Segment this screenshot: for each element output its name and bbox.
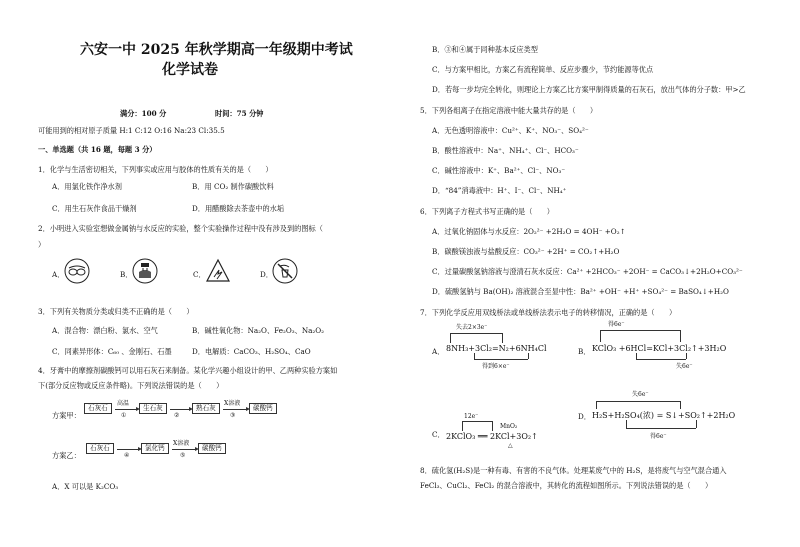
q6-option-c[interactable]: C．过量碳酸氢钠溶液与澄清石灰水反应：Ca²⁺ +2HCO₃⁻ +2OH⁻ = CaCO₃↓+2H₂O+CO₃²⁻ xyxy=(432,267,743,276)
wash-hands-icon xyxy=(132,258,158,284)
q1-option-d[interactable]: D．用醋酸除去茶壶中的水垢 xyxy=(192,204,285,213)
q7a-top-right xyxy=(502,333,503,343)
q7d-top-bracket xyxy=(596,401,680,402)
step-3: ③ xyxy=(230,412,236,419)
q8-stem-line2: FeCl₃、CuCl₂、FeCl₂ 的混合溶液中，其转化的流程如图所示。下列说法错误的是（ ） xyxy=(420,481,713,490)
arrow-1 xyxy=(115,409,137,410)
q2-option-a[interactable]: A． xyxy=(52,270,65,279)
q1-option-a[interactable]: A．用氯化铁作净水剂 xyxy=(52,182,122,191)
cond-x: X溶液 xyxy=(224,400,241,407)
q7a-top-bracket xyxy=(450,333,502,334)
q7c-top-bracket xyxy=(462,421,492,422)
q4-stem-line1: 4．牙膏中的摩擦剂碳酸钙可以用石灰石来制备。某化学兴趣小组设计的甲、乙两种实验方案如 xyxy=(38,366,338,375)
section-heading: 一、单选题（共 16 题，每题 3 分） xyxy=(38,145,157,154)
q7a-bot-right xyxy=(528,353,529,359)
exam-subtitle: 化学试卷 xyxy=(162,62,218,78)
q5-option-d[interactable]: D．“84”消毒液中：H⁺、I⁻、Cl⁻、NH₄⁺ xyxy=(432,186,567,195)
q7a-bottom-bracket xyxy=(474,359,528,360)
q1-stem: 1．化学与生活密切相关，下列事实或应用与胶体的性质有关的是（ ） xyxy=(38,165,273,174)
step-4: ④ xyxy=(124,452,130,459)
q2-stem-end: ） xyxy=(38,240,46,249)
q7d-bottom-bracket xyxy=(626,428,696,429)
q2-stem: 2．小明进入实验室想做金属钠与水反应的实验，整个实验操作过程中没有涉及到的图标（ xyxy=(38,224,323,233)
box-limestone-2: 石灰石 xyxy=(86,443,114,454)
q2-option-d[interactable]: D． xyxy=(260,270,273,279)
q7d-bot-right xyxy=(696,420,697,428)
q5-option-c[interactable]: C．碱性溶液中：K⁺、Ba²⁺、Cl⁻、NO₃⁻ xyxy=(432,166,566,175)
step-2: ② xyxy=(174,412,180,419)
q7a-top-label: 失去2×3e⁻ xyxy=(456,324,488,331)
q7c-top-left xyxy=(462,421,463,431)
q7d-equation: H₂S+H₂SO₄(浓) = S↓+SO₂↑+2H₂O xyxy=(592,411,736,420)
q6-option-a[interactable]: A．过氧化钠固体与水反应：2O₂²⁻ +2H₂O = 4OH⁻ +O₂↑ xyxy=(432,227,626,236)
q2-option-c[interactable]: C． xyxy=(193,270,206,279)
arrow-2 xyxy=(170,409,190,410)
scheme-b-label: 方案乙： xyxy=(52,451,81,460)
total-score: 满分：100 分 xyxy=(120,109,167,118)
q6-option-b[interactable]: B．碳酸镁浊液与盐酸反应：CO₃²⁻ +2H⁺ = CO₂↑+H₂O xyxy=(432,247,620,256)
q7b-equation: KClO₃ +6HCl=KCl+3Cl₂↑+3H₂O xyxy=(592,344,727,353)
q3-option-d[interactable]: D．电解质：CaCO₃、H₂SO₄、CaO xyxy=(192,347,311,356)
box-quicklime: 生石灰 xyxy=(139,403,167,414)
exam-time: 时间：75 分钟 xyxy=(215,109,264,118)
q7b-bottom-bracket xyxy=(636,359,686,360)
q6-stem: 6．下列离子方程式书写正确的是（ ） xyxy=(420,207,554,216)
q7-option-a[interactable]: A． xyxy=(432,347,445,356)
q7b-top-right xyxy=(680,330,681,342)
q7d-bottom-label: 得6e⁻ xyxy=(650,433,667,440)
exam-title: 六安一中 2025 年秋学期高一年级期中考试 xyxy=(80,42,353,58)
arrow-4 xyxy=(117,449,139,450)
scheme-a-label: 方案甲： xyxy=(52,411,81,420)
q4-stem-line2: 下(部分反应物或反应条件略)。下列说法错误的是（ ） xyxy=(38,381,224,390)
q7-option-d[interactable]: D． xyxy=(578,412,591,421)
box-caco3-2: 碳酸钙 xyxy=(198,443,226,454)
q3-option-c[interactable]: C．同素异形体：C₆₀ 、金刚石、石墨 xyxy=(52,347,172,356)
q6-option-d[interactable]: D．硫酸氢钠与 Ba(OH)₂ 溶液混合至显中性：Ba²⁺ +OH⁻ +H⁺ +SO₄²⁻ = BaSO₄↓+H₂O xyxy=(432,287,729,296)
box-cacl2: 氯化钙 xyxy=(141,443,169,454)
q7b-bot-left xyxy=(636,353,637,359)
q7c-equation: 2KClO₃ ══ 2KCl+3O₂↑ xyxy=(446,432,538,441)
q7a-equation: 8NH₃+3Cl₂=N₂+6NH₄Cl xyxy=(446,344,547,353)
q4-option-a[interactable]: A．X 可以是 K₂CO₃ xyxy=(52,482,119,491)
q7a-bottom-label: 得到6×e⁻ xyxy=(482,363,510,370)
goggles-icon xyxy=(64,258,90,284)
cond-x-2: X溶液 xyxy=(173,440,190,447)
box-limestone: 石灰石 xyxy=(84,403,112,414)
q4-option-d[interactable]: D．若每一步均完全转化，则理论上方案乙比方案甲制得质量的石灰石，放出气体的分子数：甲>乙 xyxy=(432,85,746,94)
q7-option-c[interactable]: C． xyxy=(432,430,445,439)
arrow-5 xyxy=(172,449,196,450)
q3-option-b[interactable]: B．碱性氧化物：Na₂O、Fe₂O₃、Na₂O₂ xyxy=(192,326,325,335)
q7d-top-left xyxy=(596,401,597,409)
q7b-top-label: 得6e⁻ xyxy=(608,321,625,328)
no-discard-icon xyxy=(272,258,298,284)
q7b-top-left xyxy=(600,330,601,342)
q7d-top-right xyxy=(680,401,681,409)
atomic-masses: 可能用到的相对原子质量 H:1 C:12 O:16 Na:23 Cl:35.5 xyxy=(38,126,225,135)
q5-stem: 5．下列各组离子在指定溶液中能大量共存的是（ ） xyxy=(420,106,598,115)
q7a-bot-left xyxy=(474,353,475,359)
box-slaked-lime: 熟石灰 xyxy=(192,403,220,414)
q2-option-b[interactable]: B． xyxy=(120,270,133,279)
cond-gaowen: 高温 xyxy=(117,400,130,407)
box-caco3: 碳酸钙 xyxy=(249,403,277,414)
q4-option-b[interactable]: B．③和④属于同种基本反应类型 xyxy=(432,45,538,54)
electric-hazard-icon xyxy=(205,258,231,284)
q7c-top-label: 12e⁻ xyxy=(464,413,479,420)
q7d-top-label: 失6e⁻ xyxy=(632,391,649,398)
q3-option-a[interactable]: A．混合物：漂白粉、氯水、空气 xyxy=(52,326,158,335)
q5-option-b[interactable]: B．酸性溶液中：Na⁺、NH₄⁺、Cl⁻、HCO₃⁻ xyxy=(432,146,579,155)
q7-option-b[interactable]: B． xyxy=(578,347,591,356)
q7-stem: 7．下列化学反应用双线桥法或单线桥法表示电子的转移情况，正确的是（ ） xyxy=(420,308,677,317)
q7c-top-right xyxy=(492,421,493,431)
q1-option-b[interactable]: B．用 CO₂ 制作碳酸饮料 xyxy=(192,182,274,191)
q7b-bottom-label: 失6e⁻ xyxy=(676,363,693,370)
q5-option-a[interactable]: A．无色透明溶液中：Cu²⁺、K⁺、NO₃⁻、SO₄²⁻ xyxy=(432,126,589,135)
q8-stem-line1: 8．硫化氢(H₂S)是一种有毒、有害的不良气体。处理某废气中的 H₂S，是将废气与空气混合通入 xyxy=(420,466,727,475)
q4-option-c[interactable]: C．与方案甲相比，方案乙有流程简单、反应步骤少，节约能源等优点 xyxy=(432,65,654,74)
q7b-top-bracket xyxy=(600,330,680,331)
arrow-3 xyxy=(223,409,247,410)
q7a-top-left xyxy=(450,333,451,343)
q3-stem: 3．下列有关物质分类或归类不正确的是（ ） xyxy=(38,307,194,316)
q7c-catalyst: MnO₂ xyxy=(500,423,518,430)
q7d-bot-left xyxy=(626,420,627,428)
step-1: ① xyxy=(121,412,127,419)
q1-option-c[interactable]: C．用生石灰作食品干燥剂 xyxy=(52,204,137,213)
q7b-bot-right xyxy=(686,353,687,359)
step-5: ⑤ xyxy=(180,452,186,459)
q7c-heat: △ xyxy=(508,442,513,449)
